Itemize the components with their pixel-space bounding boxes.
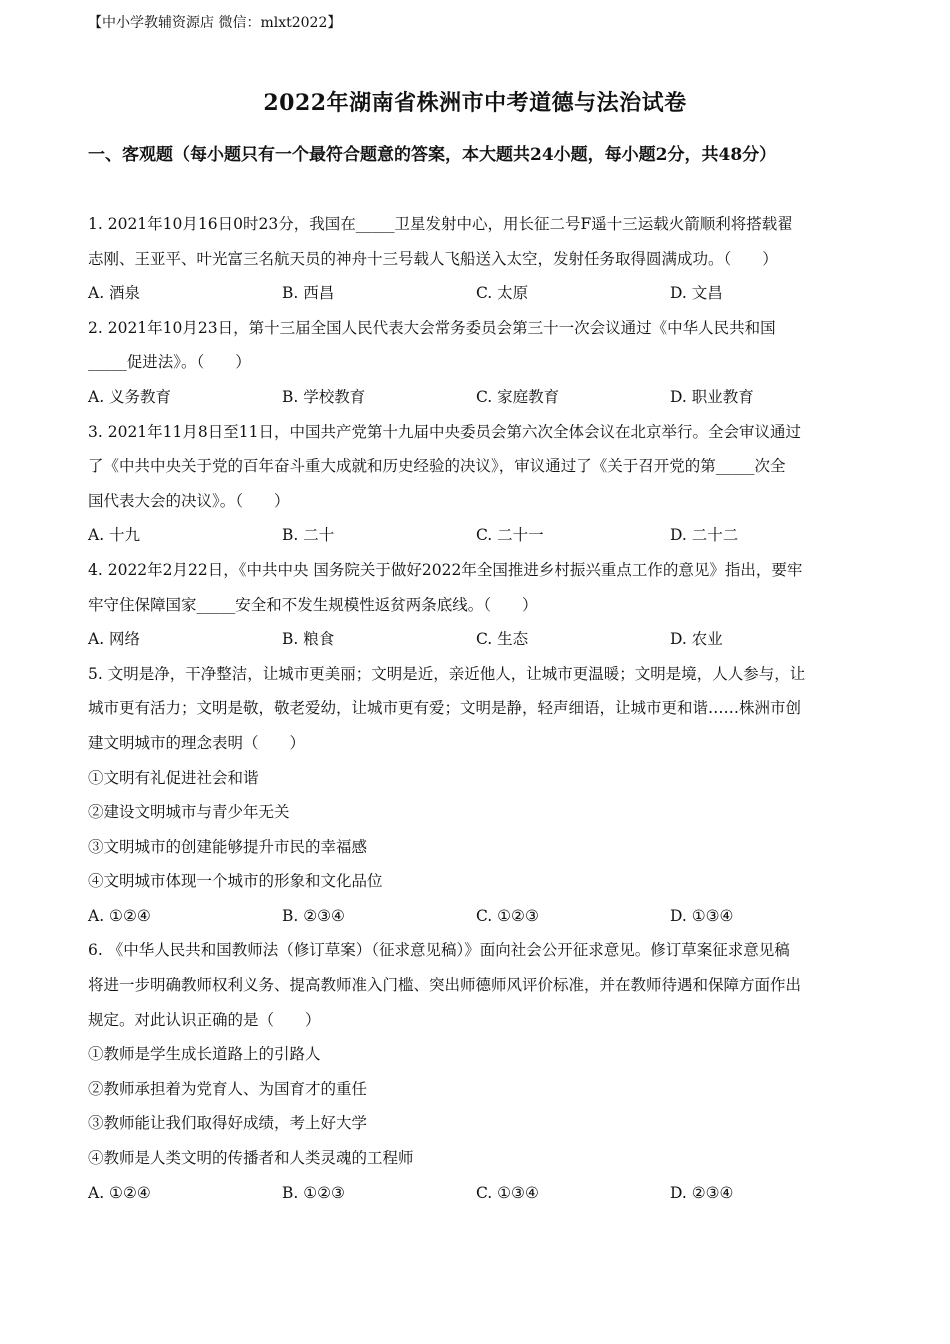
option-b: B. ②③④ [282,906,345,925]
question-text-line: ④教师是人类文明的传播者和人类灵魂的工程师 [88,1149,414,1168]
option-c: C. 二十一 [476,526,544,545]
options-row [88,622,866,657]
options-row [88,518,866,553]
option-d: D. ②③④ [670,1183,734,1202]
question-text-line: ③教师能让我们取得好成绩，考上好大学 [88,1114,368,1133]
option-a: A. 义务教育 [88,387,172,406]
watermark-text: 【中小学教辅资源店 微信：mlxt2022】 [88,15,342,31]
question-text-line: 3. 2021年11月8日至11日，中国共产党第十九届中央委员会第六次全体会议在北京举行。全会审议通过 [88,422,801,441]
question-6 [88,933,866,1210]
question-text-line: 城市更有活力；文明是敬，敬老爱幼，让城市更有爱；文明是静，轻声细语，让城市更和谐……株洲市创 [88,699,802,718]
option-a: A. 网络 [88,630,141,649]
question-text-line: 1. 2021年10月16日0时23分，我国在_____卫星发射中心，用长征二号F遥十三运载火箭顺利将搭载翟 [88,215,793,233]
option-b: B. 学校教育 [282,387,366,406]
option-c: C. ①②③ [476,906,539,925]
option-d: D. 职业教育 [670,387,754,406]
question-text-line: 牢守住保障国家_____安全和不发生规模性返贫两条底线。（ ） [88,595,538,614]
question-text-line: _____促进法》。（ ） [88,353,251,372]
options-row [88,380,866,415]
option-a: A. ①②④ [88,906,151,925]
question-text-line: ②建设文明城市与青少年无关 [88,803,290,822]
question-text-line: 志刚、王亚平、叶光富三名航天员的神舟十三号载人飞船送入太空，发射任务取得圆满成功。（ ） [88,249,778,268]
question-text-line: 建文明城市的理念表明（ ） [88,733,306,752]
option-d: D. ①③④ [670,906,734,925]
options-row [88,1176,866,1211]
question-text-line: 4. 2022年2月22日，《中共中央 国务院关于做好2022年全国推进乡村振兴重点工作的意见》指出，要牢 [88,560,803,579]
page-title: 2022年湖南省株洲市中考道德与法治试卷 [263,90,687,116]
question-2 [88,311,866,415]
question-3 [88,415,866,553]
question-text-line: 了《中共中央关于党的百年奋斗重大成就和历史经验的决议》，审议通过了《关于召开党的第_____次全 [88,457,786,476]
question-4 [88,553,866,657]
question-text-line: ①文明有礼促进社会和谐 [88,768,259,787]
option-b: B. 二十 [282,526,335,545]
question-1 [88,207,866,311]
question-text-line: 6. 《中华人民共和国教师法（修订草案）（征求意见稿）》面向社会公开征求意见。修订草案征求意见稿 [88,941,790,960]
question-text-line: ①教师是学生成长道路上的引路人 [88,1045,321,1064]
option-a: A. 酒泉 [88,284,141,303]
option-c: C. 生态 [476,630,529,649]
option-b: B. 西昌 [282,284,335,303]
options-row [88,899,866,934]
option-b: B. 粮食 [282,630,335,649]
question-text-line: ③文明城市的创建能够提升市民的幸福感 [88,837,368,856]
question-text-line: 国代表大会的决议》。（ ） [88,491,290,510]
question-text-line: ②教师承担着为党育人、为国育才的重任 [88,1079,368,1098]
question-text-line: ④文明城市体现一个城市的形象和文化品位 [88,872,383,891]
option-c: C. ①③④ [476,1183,539,1202]
option-b: B. ①②③ [282,1183,345,1202]
question-text-line: 5. 文明是净，干净整洁，让城市更美丽；文明是近，亲近他人，让城市更温暖；文明是境，人人参与，让 [88,664,806,683]
option-d: D. 二十二 [670,526,739,545]
question-list [88,207,866,1210]
option-a: A. ①②④ [88,1183,151,1202]
option-c: C. 家庭教育 [476,387,560,406]
option-d: D. 文昌 [670,284,723,303]
question-text-line: 将进一步明确教师权利义务、提高教师准入门槛、突出师德师风评价标准，并在教师待遇和保障方面作出 [88,976,802,995]
option-d: D. 农业 [670,630,723,649]
question-text-line: 2. 2021年10月23日，第十三届全国人民代表大会常务委员会第三十一次会议通过《中华人民共和国 [88,318,776,337]
section-heading: 一、客观题（每小题只有一个最符合题意的答案，本大题共24小题，每小题2分，共48分） [88,145,777,165]
question-5 [88,657,866,934]
option-a: A. 十九 [88,526,141,545]
question-text-line: 规定。对此认识正确的是（ ） [88,1010,321,1029]
options-row [88,276,866,311]
option-c: C. 太原 [476,284,529,303]
